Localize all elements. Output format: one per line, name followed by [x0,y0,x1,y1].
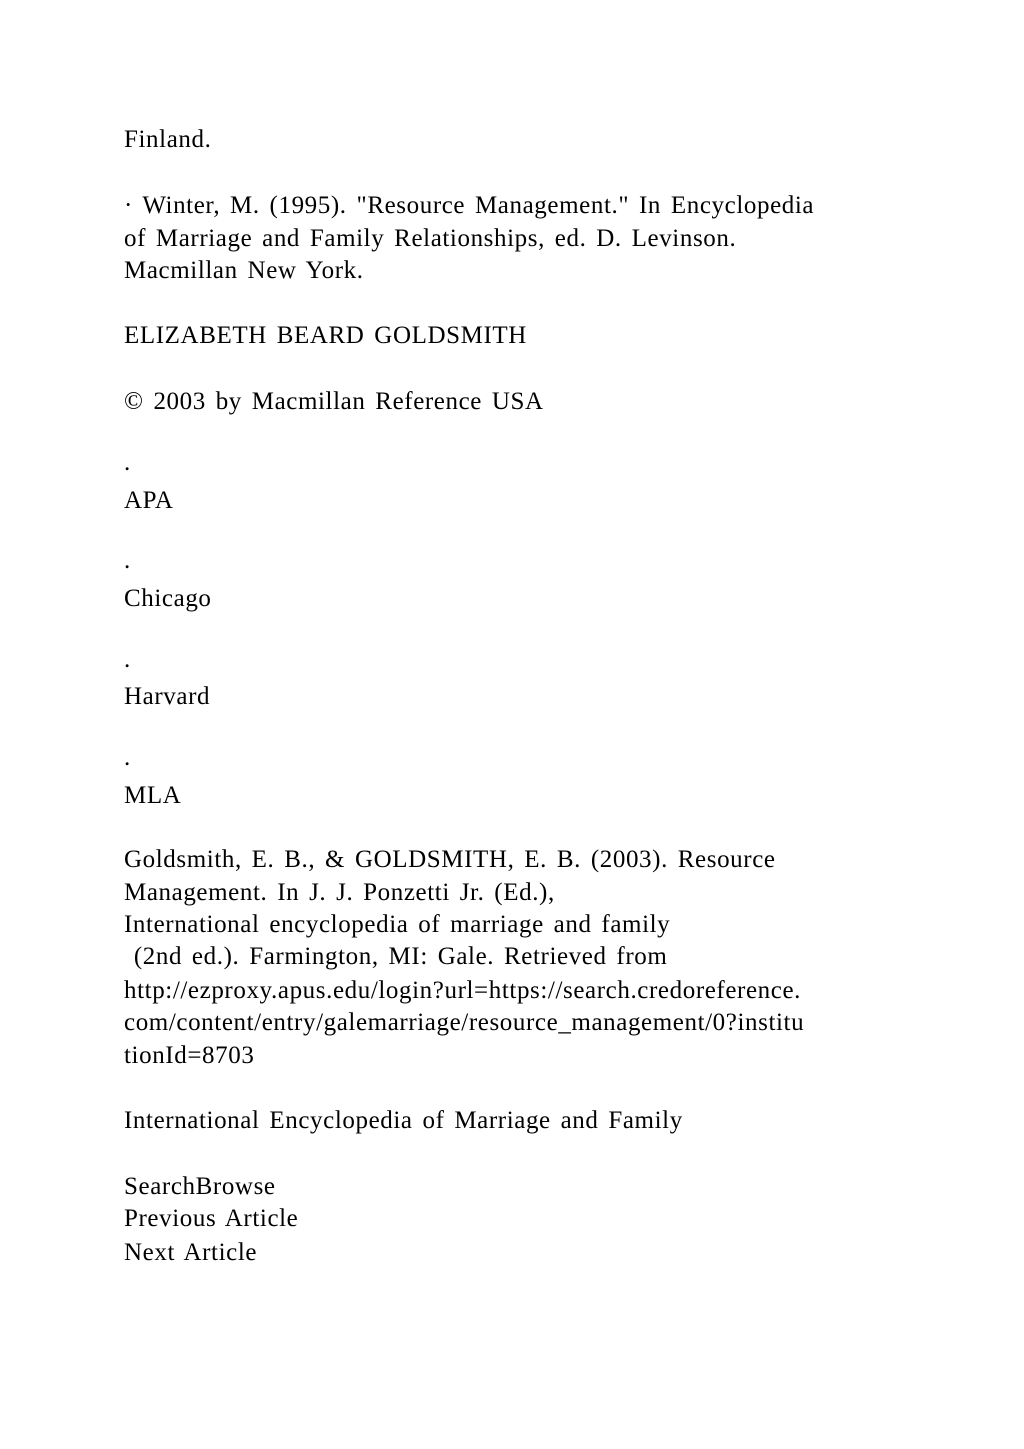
citation-style-chicago[interactable]: Chicago [124,585,212,612]
citation-text-line-3: International encyclopedia of marriage and family [124,911,671,938]
reference-entry-line-2: of Marriage and Family Relationships, ed. D. Levinson. [124,225,737,252]
intro-line: Finland. [124,126,212,153]
bullet-dot: . [124,646,131,673]
citation-text-line-2: Management. In J. J. Ponzetti Jr. (Ed.), [124,879,555,906]
citation-url-line-2[interactable]: com/content/entry/galemarriage/resource_management/0?institu [124,1009,805,1036]
citation-text-line-4: (2nd ed.). Farmington, MI: Gale. Retrieved from [124,943,668,970]
citation-style-apa[interactable]: APA [124,487,174,514]
author-name: ELIZABETH BEARD GOLDSMITH [124,322,527,349]
bullet-dot: . [124,547,131,574]
bullet-dot: . [124,744,131,771]
reference-entry-line-1: · Winter, M. (1995). "Resource Management." In Encyclopedia [124,192,815,219]
bullet-dot: . [124,449,131,476]
citation-url-line-3[interactable]: tionId=8703 [124,1042,255,1069]
citation-text-line-1: Goldsmith, E. B., & GOLDSMITH, E. B. (2003). Resource [124,846,776,873]
reference-entry-line-3: Macmillan New York. [124,257,364,284]
previous-article-link[interactable]: Previous Article [124,1205,299,1232]
copyright-notice: © 2003 by Macmillan Reference USA [124,388,544,415]
citation-style-harvard[interactable]: Harvard [124,683,211,710]
citation-url-line-1[interactable]: http://ezproxy.apus.edu/login?url=https://search.credoreference. [124,977,802,1004]
next-article-link[interactable]: Next Article [124,1239,258,1266]
source-title: International Encyclopedia of Marriage and Family [124,1107,683,1134]
search-browse-link[interactable]: SearchBrowse [124,1173,276,1200]
citation-style-mla[interactable]: MLA [124,782,182,809]
document-page [124,0,924,1449]
